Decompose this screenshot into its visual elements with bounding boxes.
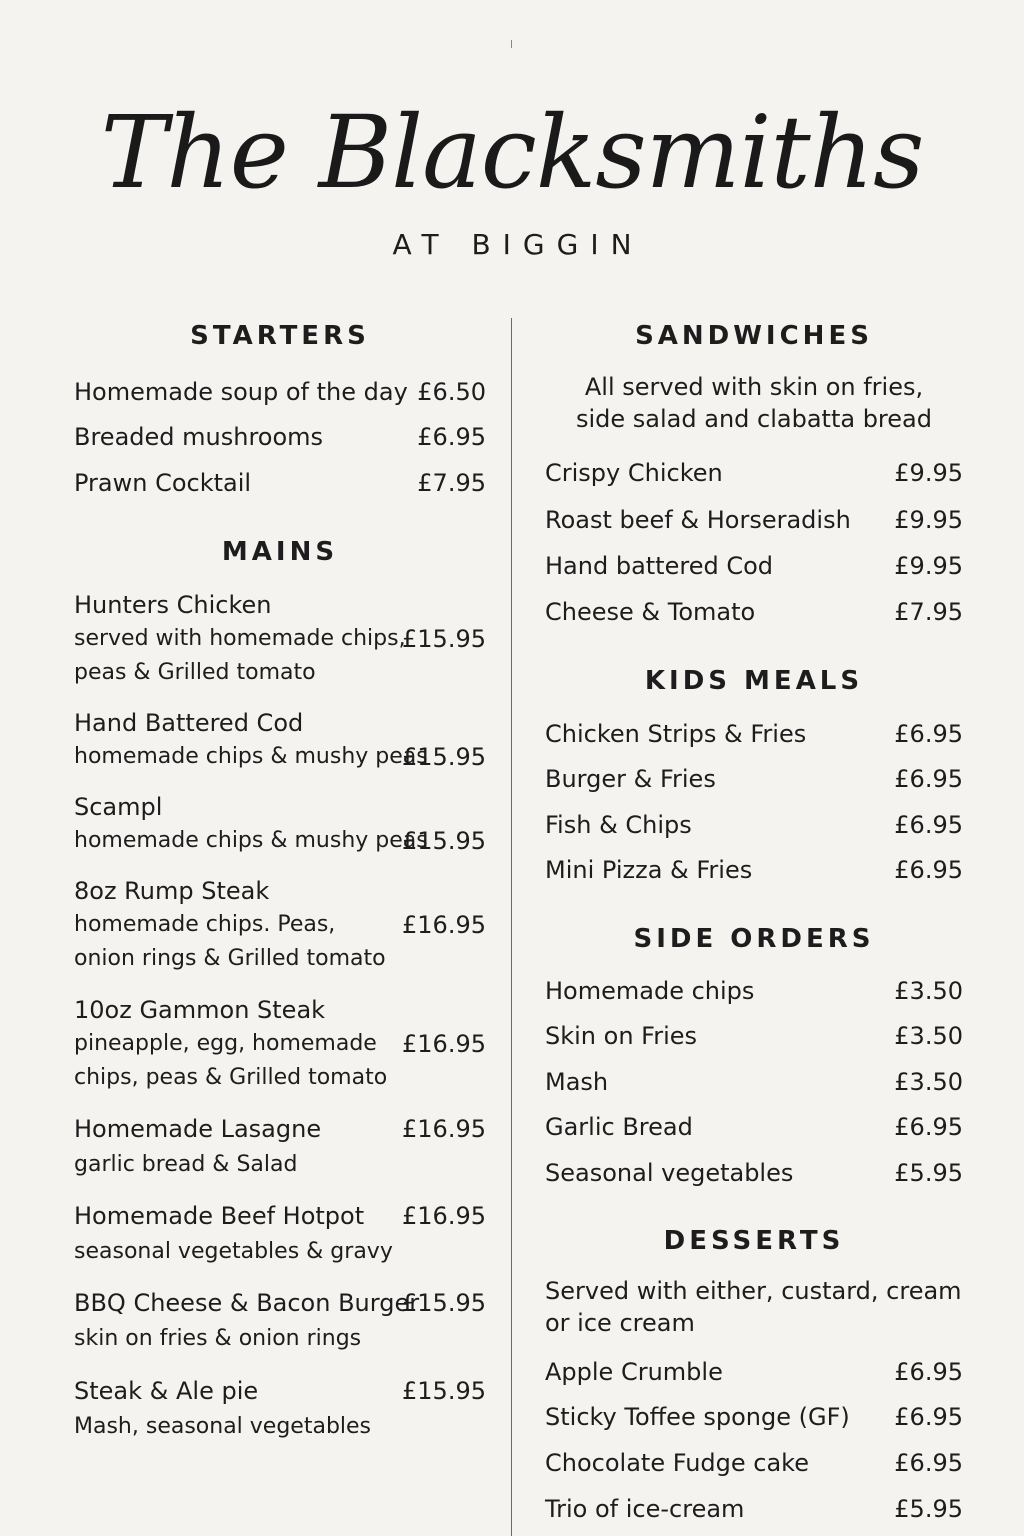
side-orders-heading: SIDE ORDERS (633, 924, 875, 954)
starters-heading: STARTERS (190, 321, 370, 351)
item-name: Homemade chips (545, 977, 755, 1005)
item-price: £7.95 (894, 598, 963, 626)
item-description: homemade chips & mushy peas (74, 744, 428, 769)
item-price: £9.95 (894, 552, 963, 580)
restaurant-subtitle: AT BIGGIN (392, 228, 644, 261)
item-price: £6.95 (417, 423, 486, 451)
note-line: or ice cream (545, 1309, 695, 1337)
item-price: £5.95 (894, 1495, 963, 1523)
menu-item (545, 549, 963, 583)
item-description: Mash, seasonal vegetables (74, 1414, 372, 1439)
item-price: £6.95 (894, 765, 963, 793)
item-description: homemade chips & mushy peas (74, 828, 428, 853)
item-name: BBQ Cheese & Bacon Burger (74, 1289, 420, 1317)
menu-item (545, 595, 963, 629)
item-name: Hand battered Cod (545, 552, 773, 580)
item-name: Chicken Strips & Fries (545, 720, 807, 748)
item-price: £15.95 (402, 1289, 486, 1317)
menu-item (545, 1355, 963, 1389)
item-price: £16.95 (402, 1202, 486, 1230)
item-name: Steak & Ale pie (74, 1377, 259, 1405)
item-price: £6.95 (894, 720, 963, 748)
item-name: Scampl (74, 793, 163, 821)
item-description: onion rings & Grilled tomato (74, 946, 386, 971)
item-price: £3.50 (894, 1022, 963, 1050)
menu-item (74, 706, 486, 774)
item-description: seasonal vegetables & gravy (74, 1239, 393, 1264)
menu-item (74, 466, 486, 500)
item-name: Hand Battered Cod (74, 709, 304, 737)
menu-item (545, 1446, 963, 1480)
note-line: All served with skin on fries, (584, 373, 924, 401)
item-name: Crispy Chicken (545, 459, 723, 487)
menu-item (74, 1286, 486, 1356)
menu-item (545, 1492, 963, 1526)
item-description: pineapple, egg, homemade (74, 1031, 377, 1056)
item-name: Mash (545, 1068, 609, 1096)
item-name: Sticky Toffee sponge (GF) (545, 1403, 850, 1431)
menu-item (545, 853, 963, 887)
item-price: £16.95 (402, 911, 486, 939)
item-description: served with homemade chips, (74, 626, 406, 651)
item-price: £15.95 (402, 1377, 486, 1405)
menu-item (545, 1065, 963, 1099)
item-description: chips, peas & Grilled tomato (74, 1065, 388, 1090)
item-price: £6.95 (894, 1449, 963, 1477)
menu-item (545, 1156, 963, 1190)
item-name: Homemade soup of the day (74, 378, 408, 406)
menu-item (545, 456, 963, 490)
item-name: Breaded mushrooms (74, 423, 324, 451)
item-price: £9.95 (894, 506, 963, 534)
item-name: Roast beef & Horseradish (545, 506, 851, 534)
menu-item (74, 1374, 486, 1444)
desserts-heading: DESSERTS (663, 1226, 845, 1256)
menu-item (545, 808, 963, 842)
restaurant-title: The Blacksmiths (100, 94, 924, 211)
column-divider (511, 318, 512, 1536)
item-name: Hunters Chicken (74, 591, 272, 619)
menu-item (545, 1019, 963, 1053)
item-name: Cheese & Tomato (545, 598, 756, 626)
menu-item (74, 874, 486, 976)
menu-item (74, 1112, 486, 1182)
item-price: £6.95 (894, 856, 963, 884)
item-name: Garlic Bread (545, 1113, 693, 1141)
menu-item (545, 762, 963, 796)
menu-item (74, 790, 486, 858)
item-price: £6.95 (894, 1403, 963, 1431)
item-name: Prawn Cocktail (74, 469, 252, 497)
item-price: £16.95 (402, 1030, 486, 1058)
item-price: £6.95 (894, 1358, 963, 1386)
item-description: garlic bread & Salad (74, 1152, 298, 1177)
item-price: £9.95 (894, 459, 963, 487)
note-line: side salad and clabatta bread (576, 405, 932, 433)
item-name: 10oz Gammon Steak (74, 996, 326, 1024)
menu-item (74, 993, 486, 1095)
item-price: £7.95 (417, 469, 486, 497)
item-description: homemade chips. Peas, (74, 912, 336, 937)
item-price: £15.95 (402, 625, 486, 653)
item-price: £3.50 (894, 977, 963, 1005)
menu-item (545, 717, 963, 751)
item-description: skin on fries & onion rings (74, 1326, 362, 1351)
item-price: £6.95 (894, 1113, 963, 1141)
menu-item (74, 1199, 486, 1269)
item-name: Homemade Beef Hotpot (74, 1202, 365, 1230)
item-price: £3.50 (894, 1068, 963, 1096)
item-name: Seasonal vegetables (545, 1159, 794, 1187)
item-price: £16.95 (402, 1115, 486, 1143)
sandwiches-heading: SANDWICHES (635, 321, 873, 351)
top-divider-mark (511, 40, 512, 48)
menu-item (545, 974, 963, 1008)
item-description: peas & Grilled tomato (74, 660, 316, 685)
item-name: Trio of ice-cream (545, 1495, 745, 1523)
item-price: £15.95 (402, 743, 486, 771)
item-price: £6.95 (894, 811, 963, 839)
item-price: £5.95 (894, 1159, 963, 1187)
menu-item (545, 503, 963, 537)
item-name: 8oz Rump Steak (74, 877, 270, 905)
item-price: £15.95 (402, 827, 486, 855)
menu-item (74, 420, 486, 454)
item-name: Skin on Fries (545, 1022, 698, 1050)
menu-item (545, 1400, 963, 1434)
item-name: Chocolate Fudge cake (545, 1449, 809, 1477)
sandwiches-note (545, 371, 963, 435)
item-name: Homemade Lasagne (74, 1115, 322, 1143)
menu-item (74, 588, 486, 690)
mains-heading: MAINS (221, 537, 339, 567)
item-name: Burger & Fries (545, 765, 716, 793)
menu-item (545, 1110, 963, 1144)
note-line: Served with either, custard, cream (545, 1277, 962, 1305)
item-name: Mini Pizza & Fries (545, 856, 753, 884)
menu-item (74, 375, 486, 409)
item-price: £6.50 (417, 378, 486, 406)
item-name: Fish & Chips (545, 811, 692, 839)
desserts-note (545, 1275, 963, 1339)
item-name: Apple Crumble (545, 1358, 723, 1386)
kids-meals-heading: KIDS MEALS (644, 666, 864, 696)
